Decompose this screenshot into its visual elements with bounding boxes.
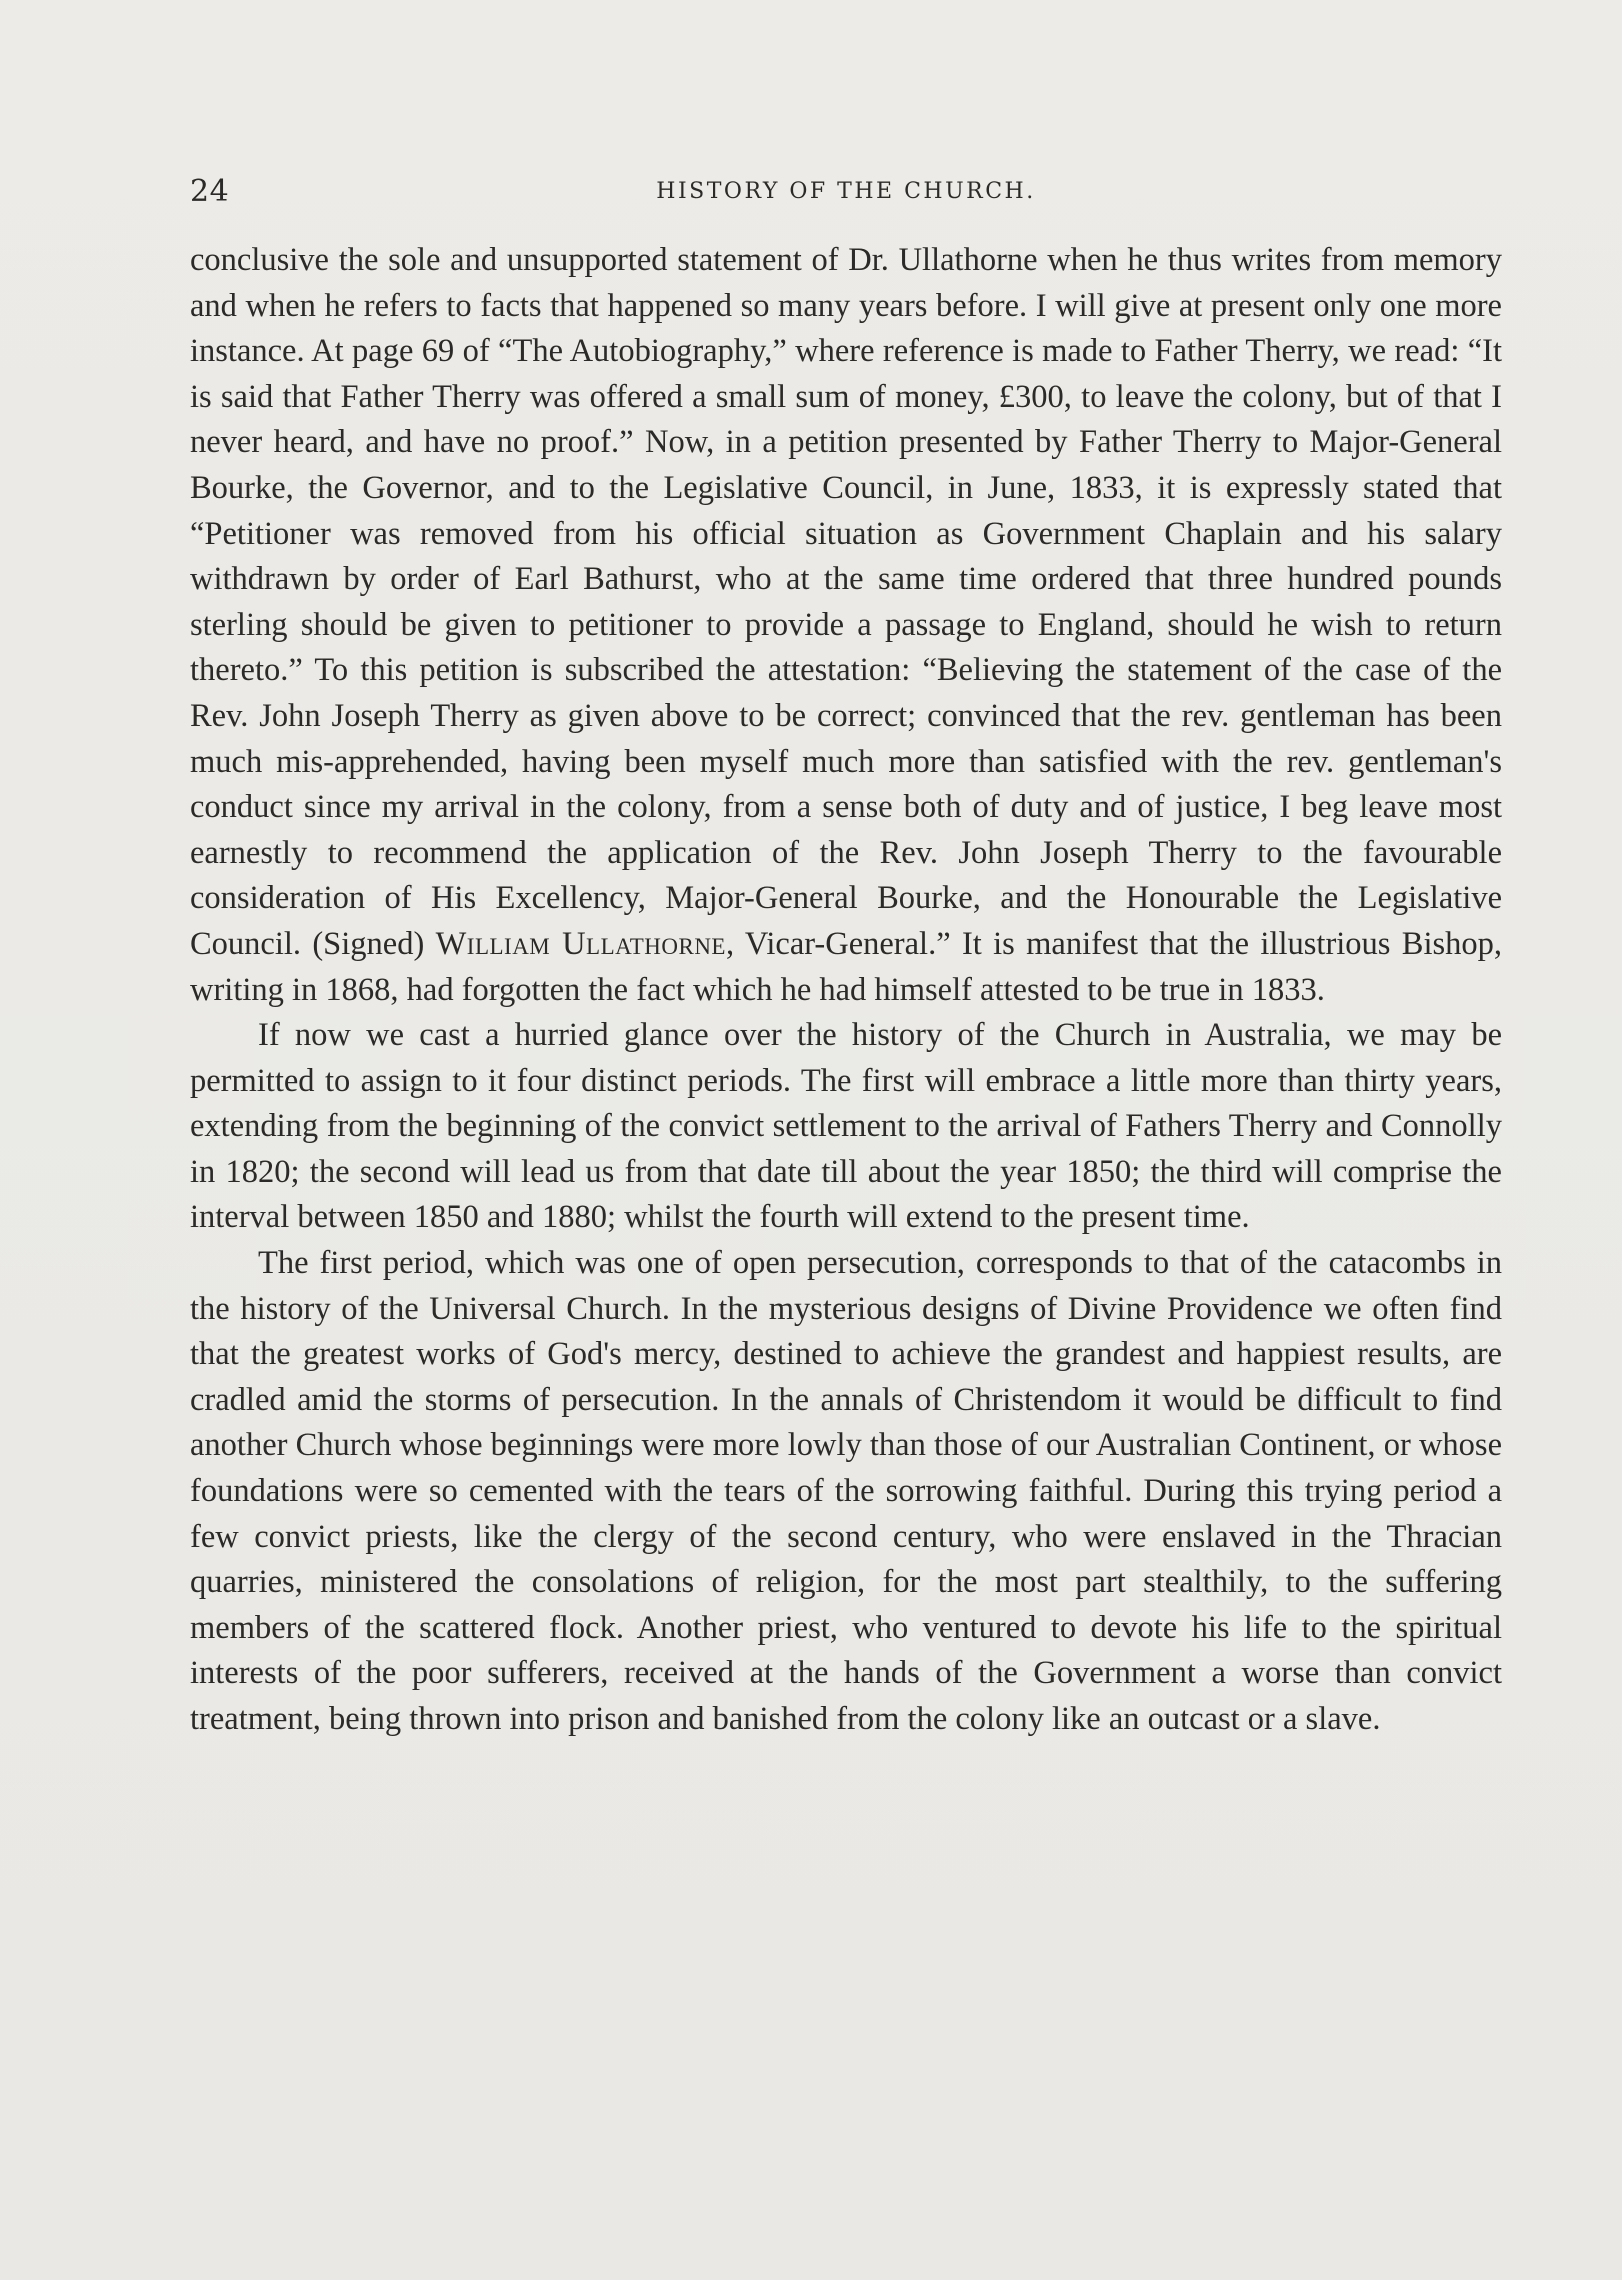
paragraph-continuation bbox=[190, 238, 1502, 1013]
running-title: HISTORY OF THE CHURCH. bbox=[656, 179, 1036, 204]
paragraph-text: , Vicar-General.” It is manifest that the illustrious Bishop, writing in 1868, had forgotten the fact which he had himself attested to be true in 1833. bbox=[190, 925, 1502, 1008]
page-number: 24 bbox=[190, 174, 230, 209]
paragraph-first-period: The first period, which was one of open persecution, corresponds to that of the catacombs in the history of the Universal Church. In the mysterious designs of Divine Providence we often find that the greatest works of God's mercy, destined to achieve the grandest and happiest results, are cradled amid the storms of persecution. In the annals of Christendom it would be difficult to find another Church whose beginnings were more lowly than those of our Australian Continent, or whose foundations were so cemented with the tears of the sorrowing faithful. During this trying period a few convict priests, like the clergy of the second century, who were enslaved in the Thracian quarries, ministered the consolations of religion, for the most part stealthily, to the suffering members of the scattered flock. Another priest, who ventured to devote his life to the spiritual interests of the poor sufferers, received at the hands of the Government a worse than convict treatment, being thrown into prison and banished from the colony like an outcast or a slave. bbox=[190, 1245, 1502, 1737]
paragraph-text: conclusive the sole and unsupported statement of Dr. Ullathorne when he thus writes from memory and when he refers to facts that happened so many years before. I will give at present only one more instance. At page 69 of “The Autobiography,” where reference is made to Father Therry, we read: “It is said that Father Therry was offered a small sum of money, £300, to leave the colony, but of that I never heard, and have no proof.” Now, in a petition presented by Father Therry to Major-General Bourke, the Governor, and to the Legislative Council, in June, 1833, it is expressly stated that “Petitioner was removed from his official situation as Government Chaplain and his salary withdrawn by order of Earl Bathurst, who at the same time ordered that three hundred pounds sterling should be given to petitioner to provide a passage to England, should he wish to return thereto.” To this petition is subscribed the attestation: “Believing the statement of the case of the Rev. John Joseph Therry as given above to be correct; convinced that the rev. gentleman has been much mis-apprehended, having been myself much more than satisfied with the rev. gentleman's conduct since my arrival in the colony, from a sense both of duty and of justice, I beg leave most earnestly to recommend the application of the Rev. John Joseph Therry to the favourable consideration of His Excellency, Major-General Bourke, and the Honourable the Legislative Council. (Signed) bbox=[190, 242, 1502, 962]
signature-name: William Ullathorne bbox=[435, 925, 726, 962]
paragraph-periods: If now we cast a hurried glance over the history of the Church in Australia, we may be permitted to assign to it four distinct periods. The first will embrace a little more than thirty years, extending from the beginning of the convict settlement to the arrival of Fathers Therry and Connolly in 1820; the second will lead us from that date till about the year 1850; the third will comprise the interval between 1850 and 1880; whilst the fourth will extend to the present time. bbox=[190, 1017, 1502, 1236]
running-header bbox=[190, 172, 1502, 212]
body-text bbox=[190, 238, 1502, 1743]
